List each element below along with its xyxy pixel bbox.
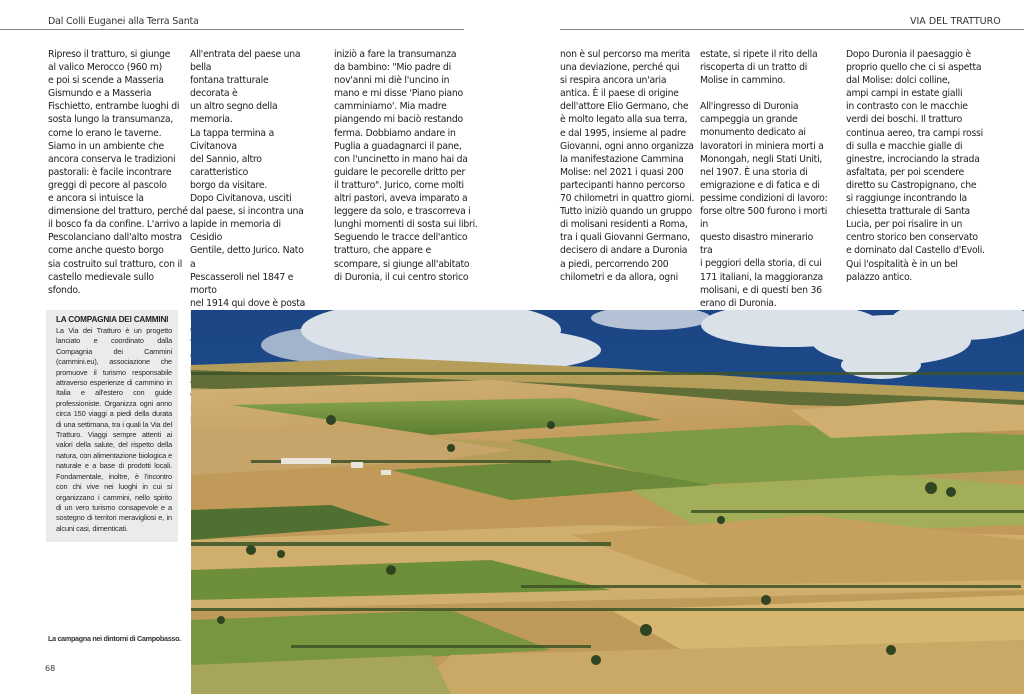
page-number: 68 bbox=[45, 664, 56, 673]
header-rule-right bbox=[560, 29, 1024, 30]
landscape-photo bbox=[191, 310, 1024, 694]
sidebar-box-text: La Via dei Tratturo è un progetto lanciato e coordinato dalla Compagnia dei Cammini (cammini.eu), associazione che promuove il turismo responsabile attraverso esperienze di cammino in Italia e all'estero con guide professioniste. Organizza ogni anno circa 150 viaggi a piedi della durata di una settimana, tra i quali la Via del Tratturo. Viaggi sempre attenti ai valori della salute, del rispetto della natura, con alimentazione biologica e naturale e a base di prodotti locali. Fondamentale, inoltre, è l'incontro con chi vive nei luoghi in cui si organizzano i cammini, nello spirito di un vero turismo consapevole e a sostegno di territori meravigliosi e, in alcuni casi, dimenticati. bbox=[56, 326, 172, 533]
text-column-4 bbox=[560, 48, 700, 284]
paragraph: Dopo Duronia il paesaggio è proprio quello che ci si aspetta dal Molise: dolci colline, ampi campi in estate gialli in contrasto con le macchie verdi dei boschi. Il tratturo continua aereo, tra campi rossi di sulla e macchie gialle di ginestre, incrociando la strada asfaltata, per poi scendere diretto su Castropignano, che si raggiunge incontrando la chiesetta tratturale di Santa Lucia, per poi risalire in un centro storico ben conservato e dominato dal Castello d'Evoli. Qui l'ospitalità è in un bel palazzo antico. bbox=[846, 49, 985, 283]
paragraph: Ripreso il tratturo, si giunge al valico Merocco (960 m) e poi si scende a Masseria Gismundo e a Masseria Fischietto, entrambe luoghi di sosta lungo la transumanza, come lo erano le taverne. Siamo in un ambiente che ancora conserva le tradizioni pastorali: è facile incontrare greggi di pecore al pascolo e ancora si intuisce la dimensione del tratturo, perché il bosco fa da confine. L'arrivo a Pescolanciano dall'alto mostra come anche questo borgo sia costruito sul tratturo, con il castello medievale sullo sfondo. bbox=[48, 49, 188, 296]
text-column-5 bbox=[700, 48, 828, 310]
paragraph: iniziò a fare la transumanza da bambino: "Mio padre di nov'anni mi diè l'uncino in mano e mi disse 'Piano piano camminiamo'. Mia madre piangendo mi baciò restando ferma. Dobbiamo andare in Puglia a guadagnarci il pane, con l'uncinetto in mano hai da guidare le pecorelle dritto per il tratturo". Jurico, come molti altri pastori, aveva imparato a leggere da solo, e trascorreva i lunghi momenti di sosta sui libri. Seguendo le tracce dell'antico tratturo, che appare e scompare, si giunge all'abitato di Duronia, il cui centro storico bbox=[334, 49, 478, 283]
text-column-1 bbox=[48, 48, 188, 297]
sidebar-box bbox=[46, 310, 178, 542]
paragraph: estate, si ripete il rito della riscoperta di un tratto di Molise in cammino. bbox=[700, 49, 818, 87]
sidebar-box-title: LA COMPAGNIA DEI CAMMINI bbox=[56, 315, 169, 324]
photo-caption: La campagna nei dintorni di Campobasso. bbox=[48, 634, 181, 643]
text-column-3 bbox=[334, 48, 498, 284]
paragraph-gap bbox=[700, 87, 828, 100]
text-column-6 bbox=[846, 48, 1016, 284]
running-header-right: VIA DEL TRATTURO bbox=[910, 16, 1001, 27]
running-header-left: Dal Colli Euganei alla Terra Santa bbox=[48, 16, 199, 27]
paragraph: All'ingresso di Duronia campeggia un grande monumento dedicato ai lavoratori in miniera morti a Monongah, negli Stati Uniti, nel 1907. È una storia di emigrazione e di fatica e di pessime condizioni di lavoro: forse oltre 500 furono i morti in questo disastro minerario tra i peggiori della storia, di cui 171 italiani, la maggioranza molisani, e di questi ben 36 erano di Duronia. bbox=[700, 101, 828, 309]
paragraph: All'entrata del paese una bella fontana tratturale decorata è un altro segno della memoria. La tappa termina a Civitanova del Sannio, altro caratteristico borgo da visitare. Dopo Civitanova, usciti dal paese, si incontra una lapide in memoria di Cesidio Gentile, detto Jurico. Nato a Pescasseroli nel 1847 e morto nel 1914 qui dove è posta bbox=[190, 49, 306, 309]
hills bbox=[191, 358, 1024, 694]
landscape-illustration bbox=[191, 310, 1024, 694]
paragraph: non è sul percorso ma merita una deviazione, perché qui si respira ancora un'aria antica. È il paese di origine dell'attore Elio Germano, che è molto legato alla sua terra, e dal 1995, insieme al padre Giovanni, ogni anno organizza la manifestazione Cammina Molise: nel 2021 i quasi 200 partecipanti hanno percorso 70 chilometri in quattro giorni. Tutto iniziò quando un gruppo di molisani residenti a Roma, tra i quali Giovanni Germano, decisero di andare a Duronia a piedi, percorrendo 200 chilometri e da allora, ogni bbox=[560, 49, 695, 283]
header-rule-left bbox=[0, 29, 464, 30]
